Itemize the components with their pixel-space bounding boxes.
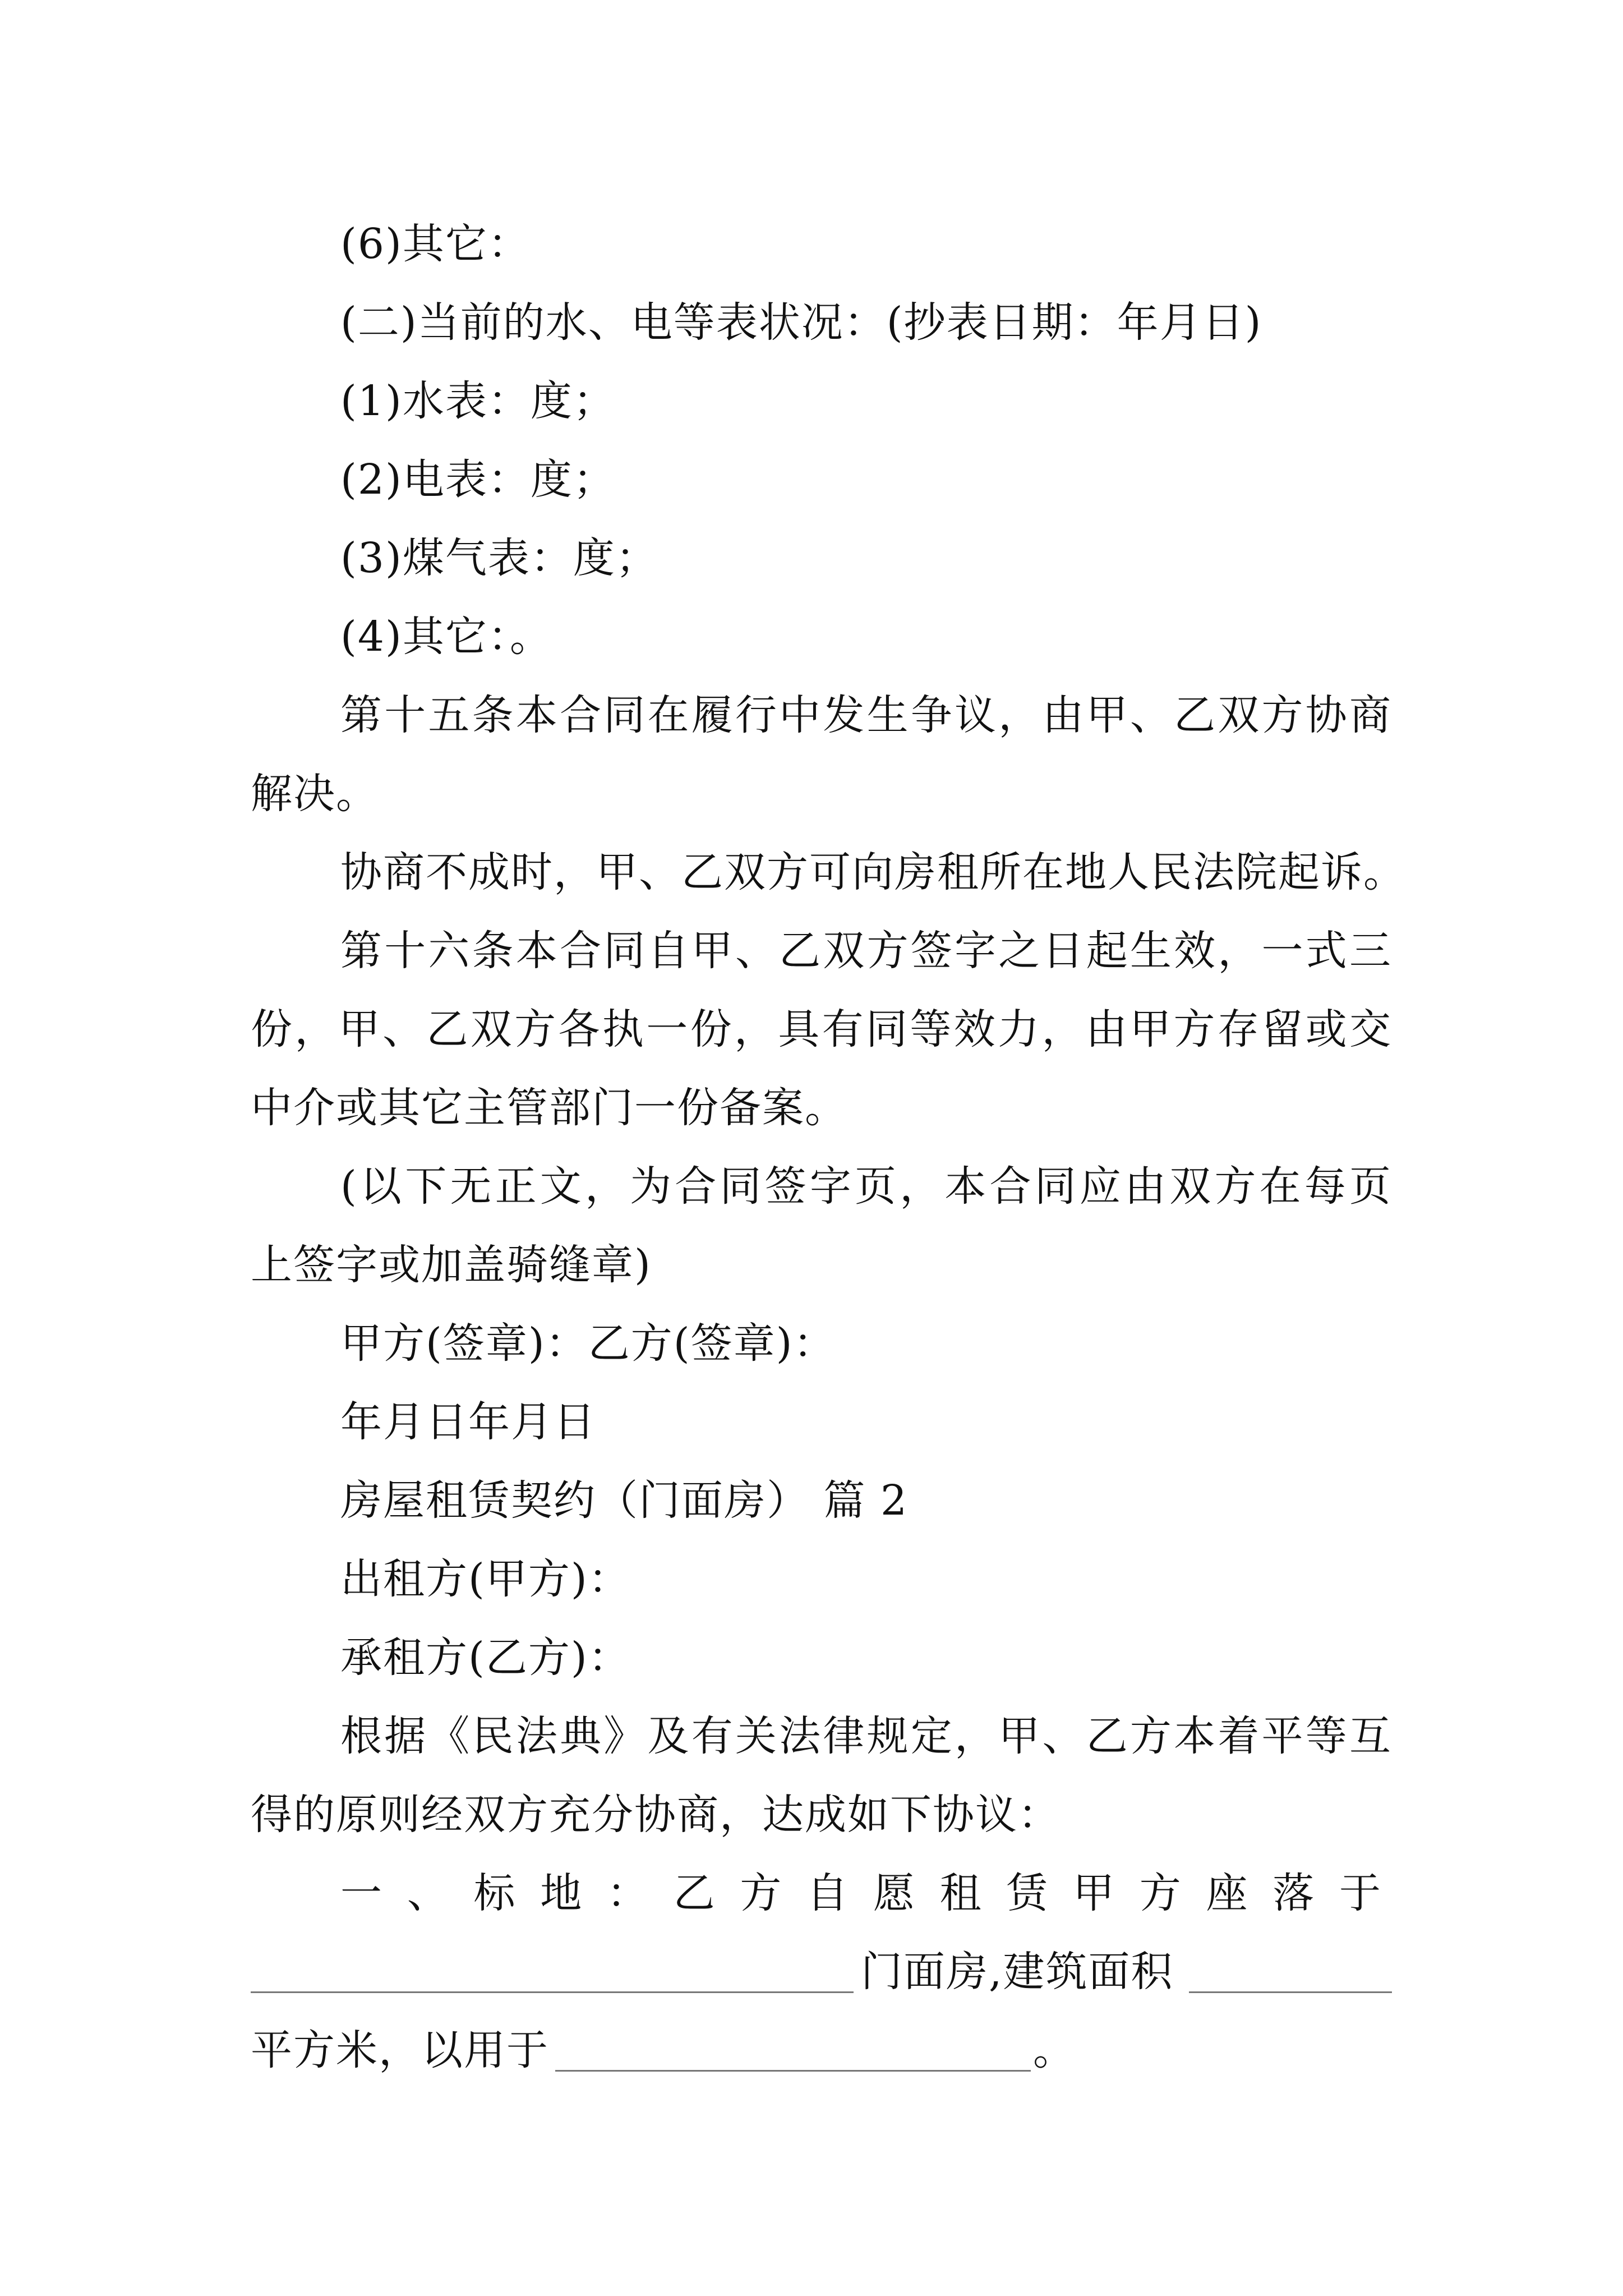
text-line: 中介或其它主管部门一份备案。 [251,1084,847,1132]
text-line: (二)当前的水、电等表状况：(抄表日期：年月日) [340,298,1262,347]
text-line: (4)其它：。 [340,613,552,661]
text-line: (6)其它： [340,220,531,268]
text-line: 得的原则经双方充分协商，达成如下协议： [251,1791,1061,1839]
date-line: 年月日年月日 [340,1398,596,1446]
text-line: 协商不成时，甲、乙双方可向房租所在地人民法院起诉。 [340,848,1406,896]
text-line: 。 [1033,2026,1076,2074]
text-line: 一、标地：乙方自愿租赁甲方座落于 [340,1869,1392,1917]
text-line: 门面房,建筑面积 [861,1948,1174,1996]
text-line: (2)电表：度； [340,455,616,504]
text-line: 份，甲、乙双方各执一份，具有同等效力，由甲方存留或交 [251,1005,1392,1053]
signature-line: 甲方(签章)：乙方(签章)： [340,1319,836,1368]
fill-in-blank[interactable] [251,1991,854,1993]
text-line: 根据《民法典》及有关法律规定，甲、乙方本着平等互 [340,1712,1392,1760]
text-line: 平方米，以用于 [251,2026,549,2074]
text-line: 上签字或加盖骑缝章) [251,1241,652,1289]
text-line: 出租方(甲方)： [340,1555,631,1603]
text-line: 承租方(乙方)： [340,1634,631,1682]
section-heading: 房屋租赁契约（门面房） 篇 2 [340,1476,909,1525]
fill-in-blank[interactable] [1189,1991,1392,1993]
text-line: (3)煤气表：度； [340,534,658,582]
text-line: 第十五条本合同在履行中发生争议，由甲、乙双方协商 [340,691,1392,739]
text-line: 解决。 [251,770,379,818]
text-line: (1)水表：度； [340,377,616,425]
fill-in-blank[interactable] [555,2070,1031,2072]
text-line: 第十六条本合同自甲、乙双方签字之日起生效，一式三 [340,927,1392,975]
text-line: (以下无正文，为合同签字页，本合同应由双方在每页 [340,1162,1392,1211]
